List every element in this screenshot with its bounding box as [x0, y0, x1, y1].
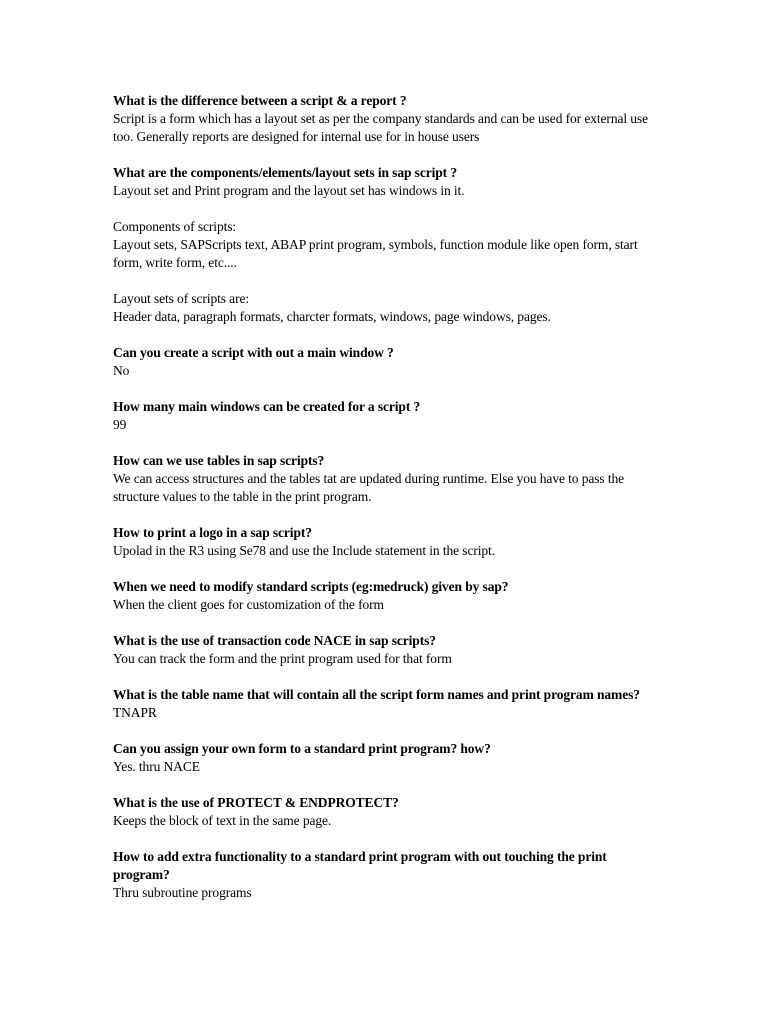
answer-text: We can access structures and the tables tat are updated during runtime. Else you have to pass the structure values to the table in the print program.: [113, 471, 625, 504]
qa-item: [113, 398, 653, 434]
qa-item: [113, 452, 653, 506]
qa-item: [113, 848, 653, 902]
qa-item: [113, 632, 653, 668]
answer-text: Components of scripts:: [113, 219, 237, 234]
qa-item: [113, 524, 653, 560]
answer-text: 99: [113, 417, 127, 432]
question-text: When we need to modify standard scripts (eg:medruck) given by sap?: [113, 579, 509, 594]
question-text: What is the use of transaction code NACE in sap scripts?: [113, 633, 436, 648]
answer-text: Script is a form which has a layout set as per the company standards and can be used for external use too. Generally reports are designed for internal use for in house users: [113, 111, 648, 144]
qa-item: [113, 740, 653, 776]
answer-text: Keeps the block of text in the same page.: [113, 813, 332, 828]
question-text: What are the components/elements/layout sets in sap script ?: [113, 165, 457, 180]
question-text: Can you create a script with out a main window ?: [113, 345, 394, 360]
qa-item: [113, 164, 653, 326]
answer-text: When the client goes for customization of the form: [113, 597, 384, 612]
question-text: How can we use tables in sap scripts?: [113, 453, 325, 468]
question-text: How to print a logo in a sap script?: [113, 525, 312, 540]
qa-item: [113, 794, 653, 830]
question-text: Can you assign your own form to a standard print program? how?: [113, 741, 491, 756]
answer-text: Layout set and Print program and the layout set has windows in it.: [113, 183, 465, 198]
answer-text: Thru subroutine programs: [113, 885, 252, 900]
question-text: What is the table name that will contain all the script form names and print program names?: [113, 687, 640, 702]
qa-item: [113, 578, 653, 614]
answer-text: Upolad in the R3 using Se78 and use the Include statement in the script.: [113, 543, 495, 558]
document-page: [113, 92, 653, 902]
answer-text: Header data, paragraph formats, charcter formats, windows, page windows, pages.: [113, 309, 551, 324]
question-text: What is the difference between a script & a report ?: [113, 93, 407, 108]
question-text: How many main windows can be created for a script ?: [113, 399, 421, 414]
question-text: What is the use of PROTECT & ENDPROTECT?: [113, 795, 399, 810]
answer-text: TNAPR: [113, 705, 157, 720]
answer-text: No: [113, 363, 130, 378]
answer-text: You can track the form and the print program used for that form: [113, 651, 452, 666]
qa-item: [113, 92, 653, 146]
qa-item: [113, 686, 653, 722]
answer-text: Layout sets, SAPScripts text, ABAP print program, symbols, function module like open form, start form, write form, etc....: [113, 237, 638, 270]
answer-text: Yes. thru NACE: [113, 759, 200, 774]
question-text: How to add extra functionality to a standard print program with out touching the print program?: [113, 849, 607, 882]
answer-text: Layout sets of scripts are:: [113, 291, 250, 306]
qa-item: [113, 344, 653, 380]
